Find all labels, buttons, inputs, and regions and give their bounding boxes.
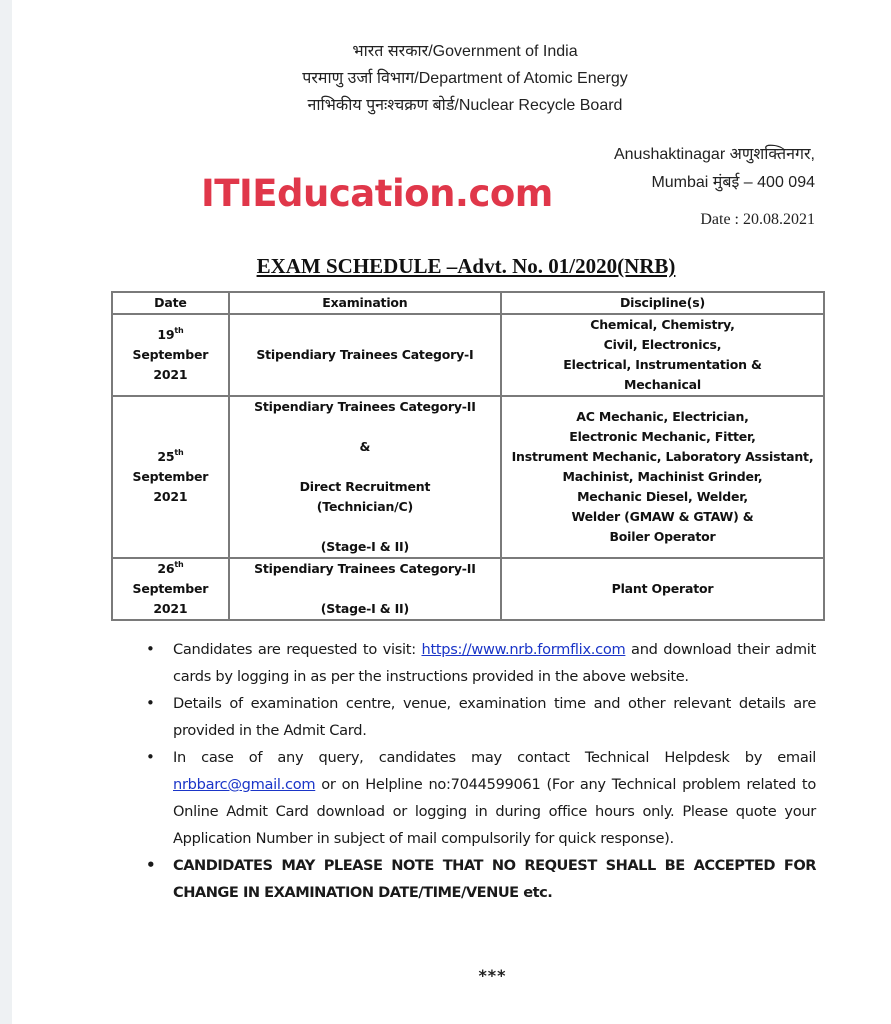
address-line-2: Mumbai मुंबई – 400 094 xyxy=(651,174,815,191)
date-year: 2021 xyxy=(153,367,188,382)
date-cell xyxy=(112,314,229,396)
instruction-text: Candidates are requested to visit: xyxy=(173,641,422,658)
date-month: September xyxy=(132,581,209,596)
discipline-line: AC Mechanic, Electrician, xyxy=(576,409,749,424)
column-header-date: Date xyxy=(112,292,229,314)
examination-name: Direct Recruitment xyxy=(299,479,431,494)
instruction-text: Details of examination centre, venue, examination time and other relevant details are provided in the Admit Card. xyxy=(173,695,816,739)
table-row xyxy=(112,558,824,620)
date-suffix: th xyxy=(174,560,184,569)
date-day: 26 xyxy=(157,561,175,576)
instruction-item xyxy=(146,690,816,744)
discipline-line: Electronic Mechanic, Fitter, xyxy=(569,429,756,444)
instruction-item-important xyxy=(146,852,816,906)
date-day: 19 xyxy=(157,327,175,342)
discipline-line: Mechanical xyxy=(624,377,701,392)
discipline-line: Welder (GMAW & GTAW) & xyxy=(571,509,754,524)
date-day: 25 xyxy=(157,449,175,464)
instruction-text: or on Helpline no:7044599061 (For any Technical problem related to Online Admit Card download or logging in during office hours only. Please quote your Application Number in subject of mail compulsorily for quick response). xyxy=(173,776,816,847)
examination-stage: (Stage-I & II) xyxy=(320,539,409,554)
instruction-text: and download their admit cards by logging in as per the instructions provided in the above website. xyxy=(173,641,816,685)
discipline-line: Electrical, Instrumentation & xyxy=(563,357,762,372)
letterhead-government: भारत सरकार/Government of India xyxy=(352,43,578,60)
discipline-line: Instrument Mechanic, Laboratory Assistant, xyxy=(511,449,814,464)
date-suffix: th xyxy=(174,326,184,335)
table-header-row xyxy=(112,292,824,314)
disciplines-cell xyxy=(501,558,824,620)
date-cell xyxy=(112,396,229,558)
letterhead-board: नाभिकीय पुनःश्चक्रण बोर्ड/Nuclear Recycle Board xyxy=(307,97,623,114)
examination-stage: (Stage-I & II) xyxy=(320,601,409,616)
table-row xyxy=(112,314,824,396)
bullet-icon: • xyxy=(146,856,156,874)
address-block xyxy=(614,141,815,197)
watermark-text: ITIEducation.com xyxy=(201,172,553,215)
discipline-line: Machinist, Machinist Grinder, xyxy=(562,469,763,484)
examination-ampersand: & xyxy=(359,439,371,454)
table-row xyxy=(112,396,824,558)
instruction-text: CANDIDATES MAY PLEASE NOTE THAT NO REQUEST SHALL BE ACCEPTED FOR CHANGE IN EXAMINATION DATE/TIME/VENUE etc. xyxy=(173,857,816,901)
column-header-examination: Examination xyxy=(229,292,501,314)
discipline-line: Mechanic Diesel, Welder, xyxy=(577,489,748,504)
letterhead-department: परमाणु उर्जा विभाग/Department of Atomic Energy xyxy=(302,70,628,87)
instruction-item xyxy=(146,744,816,852)
document-title: EXAM SCHEDULE –Advt. No. 01/2020(NRB) xyxy=(256,254,676,278)
admit-card-website-link[interactable]: https://www.nrb.formflix.com xyxy=(421,641,626,658)
bullet-icon: • xyxy=(146,748,155,766)
discipline-line: Plant Operator xyxy=(611,581,714,596)
instruction-item xyxy=(146,636,816,690)
date-year: 2021 xyxy=(153,489,188,504)
examination-name: Stipendiary Trainees Category-II xyxy=(254,561,476,576)
discipline-line: Civil, Electronics, xyxy=(603,337,722,352)
column-header-disciplines: Discipline(s) xyxy=(501,292,824,314)
date-month: September xyxy=(132,469,209,484)
examination-cell xyxy=(229,396,501,558)
examination-cell xyxy=(229,558,501,620)
date-suffix: th xyxy=(174,448,184,457)
discipline-line: Boiler Operator xyxy=(609,529,716,544)
helpdesk-email-link[interactable]: nrbbarc@gmail.com xyxy=(173,776,316,793)
address-line-1: Anushaktinagar अणुशक्तिनगर, xyxy=(613,146,815,163)
instructions-list xyxy=(146,636,816,906)
bullet-icon: • xyxy=(146,640,155,658)
disciplines-cell xyxy=(501,314,824,396)
page-left-margin xyxy=(0,0,12,1024)
examination-name: Stipendiary Trainees Category-I xyxy=(256,347,474,362)
issue-date: Date : 20.08.2021 xyxy=(700,211,815,228)
exam-schedule-table xyxy=(111,291,825,621)
instruction-text: In case of any query, candidates may contact Technical Helpdesk by email xyxy=(173,749,816,766)
letterhead xyxy=(0,38,891,119)
disciplines-cell xyxy=(501,396,824,558)
bullet-icon: • xyxy=(146,694,155,712)
discipline-line: Chemical, Chemistry, xyxy=(590,317,735,332)
date-month: September xyxy=(132,347,209,362)
examination-name: Stipendiary Trainees Category-II xyxy=(254,399,476,414)
date-cell xyxy=(112,558,229,620)
examination-post: (Technician/C) xyxy=(316,499,414,514)
end-of-document-mark: *** xyxy=(478,966,507,985)
date-year: 2021 xyxy=(153,601,188,616)
examination-cell xyxy=(229,314,501,396)
